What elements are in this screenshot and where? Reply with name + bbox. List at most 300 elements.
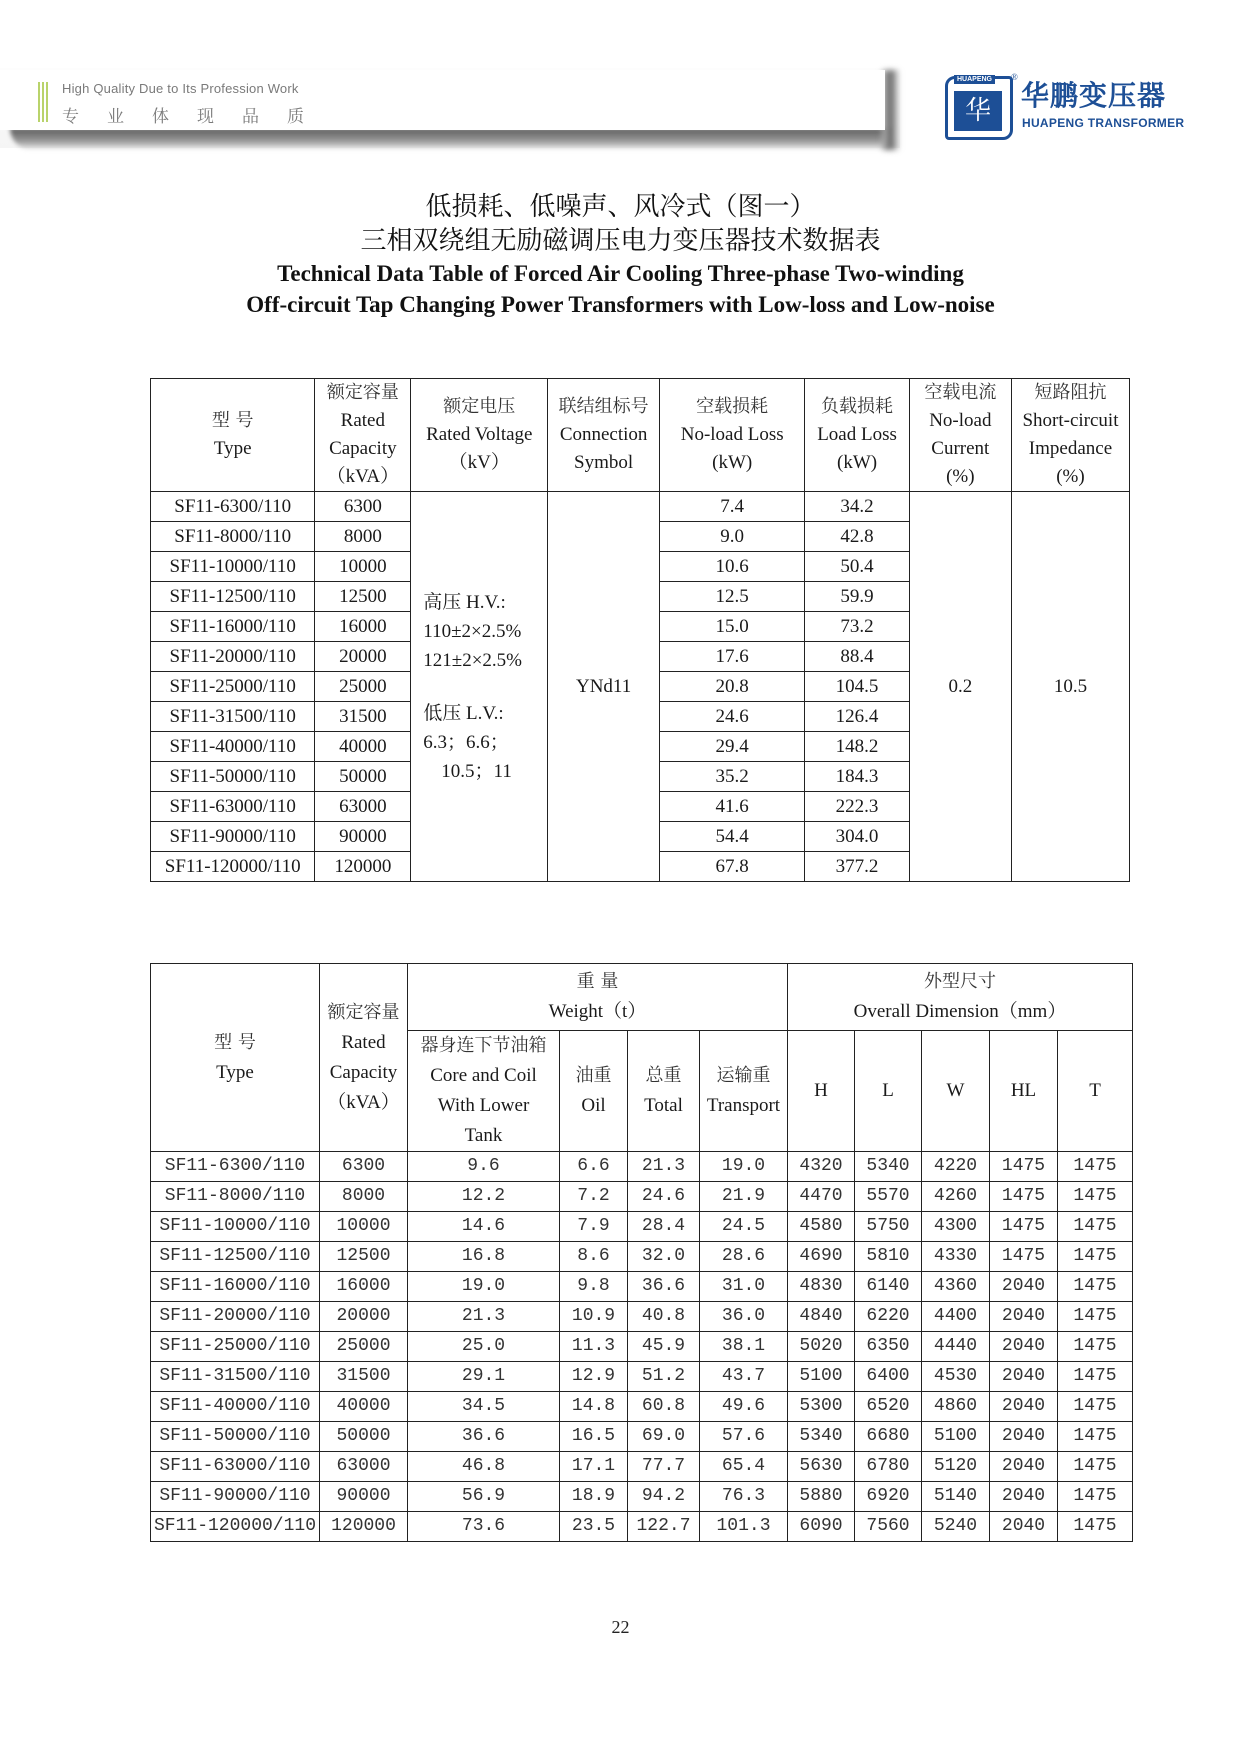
cell-t: 1475 [1058, 1482, 1133, 1512]
header-capacity-en1: Rated [341, 1031, 386, 1053]
accent-bars-icon [38, 82, 50, 122]
header-transport [700, 1031, 788, 1152]
header-oil [560, 1031, 628, 1152]
header-noload-loss-unit: (kW) [712, 452, 753, 473]
header-oil-en: Oil [581, 1095, 606, 1116]
cell-capacity: 10000 [320, 1212, 408, 1242]
cell-noload-loss: 41.6 [659, 792, 804, 822]
banner-shadow [10, 128, 890, 150]
cell-hl: 2040 [990, 1332, 1058, 1362]
cell-load-loss: 88.4 [805, 642, 909, 672]
cell-l: 6520 [855, 1392, 922, 1422]
cell-type: SF11-25000/110 [151, 1332, 320, 1362]
cell-capacity: 90000 [315, 822, 411, 852]
cell-w: 5140 [922, 1482, 990, 1512]
title-en-line-2: Off-circuit Tap Changing Power Transformers with Low-loss and Low-noise [246, 292, 995, 317]
logo-glyph: 华 [954, 91, 1002, 131]
header-connection-cn: 联结组标号 [558, 396, 649, 417]
header-noload-current-cn: 空载电流 [924, 382, 997, 403]
cell-noload-loss: 17.6 [659, 642, 804, 672]
cell-noload-loss: 10.6 [659, 552, 804, 582]
cell-total: 122.7 [628, 1512, 700, 1542]
header-noload-loss-cn: 空载损耗 [696, 396, 769, 417]
cell-oil: 17.1 [560, 1452, 628, 1482]
cell-t: 1475 [1058, 1422, 1133, 1452]
cell-h: 6090 [788, 1512, 855, 1542]
cell-capacity: 6300 [320, 1152, 408, 1182]
header-total-en: Total [644, 1095, 683, 1116]
table-row [151, 1302, 1133, 1332]
cell-hl: 2040 [990, 1302, 1058, 1332]
cell-load-loss: 377.2 [805, 852, 909, 882]
cell-type: SF11-16000/110 [151, 612, 315, 642]
cell-hl: 2040 [990, 1362, 1058, 1392]
header-capacity-cn: 额定容量 [327, 1001, 400, 1023]
cell-l: 6350 [855, 1332, 922, 1362]
company-name-chinese: 华鹏变压器 [1021, 79, 1167, 112]
cell-oil: 16.5 [560, 1422, 628, 1452]
cell-type: SF11-31500/110 [151, 1362, 320, 1392]
cell-total: 40.8 [628, 1302, 700, 1332]
cell-t: 1475 [1058, 1512, 1133, 1542]
header-voltage [411, 379, 548, 492]
cell-type: SF11-50000/110 [151, 1422, 320, 1452]
cell-l: 6680 [855, 1422, 922, 1452]
cell-h: 5630 [788, 1452, 855, 1482]
cell-core: 9.6 [408, 1152, 560, 1182]
technical-data-body [151, 492, 1130, 882]
cell-type: SF11-90000/110 [151, 1482, 320, 1512]
cell-t: 1475 [1058, 1302, 1133, 1332]
header-dim-t: T [1058, 1031, 1133, 1152]
table-row [151, 1272, 1133, 1302]
header-dimension-en: Overall Dimension（mm） [853, 1001, 1067, 1022]
cell-capacity: 120000 [320, 1512, 408, 1542]
cell-transport: 76.3 [700, 1482, 788, 1512]
cell-core: 73.6 [408, 1512, 560, 1542]
cell-oil: 10.9 [560, 1302, 628, 1332]
cell-load-loss: 104.5 [805, 672, 909, 702]
cell-capacity: 20000 [315, 642, 411, 672]
company-name-english: HUAPENG TRANSFORMER [1022, 116, 1185, 130]
cell-type: SF11-12500/110 [151, 582, 315, 612]
cell-w: 4360 [922, 1272, 990, 1302]
cell-hl: 1475 [990, 1182, 1058, 1212]
cell-total: 51.2 [628, 1362, 700, 1392]
header-type-en: Type [213, 438, 252, 459]
table-row [151, 1362, 1133, 1392]
cell-type: SF11-40000/110 [151, 1392, 320, 1422]
cell-transport: 19.0 [700, 1152, 788, 1182]
cell-type: SF11-10000/110 [151, 552, 315, 582]
cell-core: 46.8 [408, 1452, 560, 1482]
cell-l: 7560 [855, 1512, 922, 1542]
cell-type: SF11-63000/110 [151, 1452, 320, 1482]
company-logo [945, 72, 1205, 142]
header-dim-l: L [855, 1031, 922, 1152]
cell-h: 5100 [788, 1362, 855, 1392]
cell-type: SF11-20000/110 [151, 642, 315, 672]
cell-transport: 57.6 [700, 1422, 788, 1452]
cell-total: 28.4 [628, 1212, 700, 1242]
cell-t: 1475 [1058, 1272, 1133, 1302]
title-cn-line-2: 三相双绕组无励磁调压电力变压器技术数据表 [360, 226, 881, 256]
cell-t: 1475 [1058, 1452, 1133, 1482]
cell-w: 4330 [922, 1242, 990, 1272]
header-dim-h: H [788, 1031, 855, 1152]
cell-oil: 23.5 [560, 1512, 628, 1542]
title-en-line-1: Technical Data Table of Forced Air Cooling Three-phase Two-winding [277, 261, 964, 286]
cell-h: 5020 [788, 1332, 855, 1362]
cell-type: SF11-12500/110 [151, 1242, 320, 1272]
header-dimension [788, 964, 1133, 1031]
cell-h: 4690 [788, 1242, 855, 1272]
cell-load-loss: 222.3 [805, 792, 909, 822]
header-core-en3: Tank [464, 1125, 503, 1146]
cell-w: 4300 [922, 1212, 990, 1242]
cell-w: 4220 [922, 1152, 990, 1182]
cell-capacity: 8000 [315, 522, 411, 552]
header-voltage-unit: （kV） [448, 452, 510, 473]
cell-t: 1475 [1058, 1392, 1133, 1422]
cell-total: 94.2 [628, 1482, 700, 1512]
cell-noload-loss: 12.5 [659, 582, 804, 612]
header-load-loss-cn: 负载损耗 [821, 396, 894, 417]
cell-l: 5570 [855, 1182, 922, 1212]
cell-core: 56.9 [408, 1482, 560, 1512]
cell-capacity: 50000 [320, 1422, 408, 1452]
cell-w: 5120 [922, 1452, 990, 1482]
cell-total: 69.0 [628, 1422, 700, 1452]
cell-rated-voltage [411, 492, 548, 882]
technical-data-table [150, 378, 1130, 882]
cell-noload-loss: 67.8 [659, 852, 804, 882]
cell-type: SF11-120000/110 [151, 852, 315, 882]
cell-oil: 6.6 [560, 1152, 628, 1182]
cell-capacity: 40000 [320, 1392, 408, 1422]
cell-capacity: 31500 [320, 1362, 408, 1392]
cell-hl: 2040 [990, 1392, 1058, 1422]
header-type-en: Type [216, 1061, 254, 1083]
cell-load-loss: 126.4 [805, 702, 909, 732]
hv-value-2: 121±2×2.5% [423, 649, 523, 671]
cell-oil: 7.9 [560, 1212, 628, 1242]
cell-noload-loss: 15.0 [659, 612, 804, 642]
hv-label: 高压 H.V.: [423, 591, 506, 613]
cell-noload-current: 0.2 [909, 492, 1011, 882]
header-impedance-unit: (%) [1056, 466, 1085, 487]
cell-hl: 2040 [990, 1452, 1058, 1482]
cell-hl: 1475 [990, 1212, 1058, 1242]
cell-type: SF11-6300/110 [151, 492, 315, 522]
table-row [151, 1212, 1133, 1242]
header-load-loss [805, 379, 909, 492]
header-connection-en2: Symbol [574, 452, 634, 473]
cell-core: 25.0 [408, 1332, 560, 1362]
cell-h: 4840 [788, 1302, 855, 1332]
header-connection [548, 379, 660, 492]
header-impedance-en2: Impedance [1028, 438, 1113, 459]
cell-t: 1475 [1058, 1362, 1133, 1392]
cell-total: 77.7 [628, 1452, 700, 1482]
cell-hl: 2040 [990, 1482, 1058, 1512]
header-connection-en1: Connection [559, 424, 648, 445]
cell-type: SF11-10000/110 [151, 1212, 320, 1242]
hv-value-1: 110±2×2.5% [423, 620, 522, 642]
cell-transport: 43.7 [700, 1362, 788, 1392]
table-row [151, 1242, 1133, 1272]
cell-l: 5750 [855, 1212, 922, 1242]
cell-core: 21.3 [408, 1302, 560, 1332]
header-voltage-en: Rated Voltage [426, 424, 533, 445]
cell-w: 4260 [922, 1182, 990, 1212]
header-capacity-cn: 额定容量 [326, 382, 399, 403]
header-weight-en: Weight（t） [548, 1001, 647, 1022]
cell-total: 45.9 [628, 1332, 700, 1362]
cell-h: 4580 [788, 1212, 855, 1242]
cell-hl: 2040 [990, 1422, 1058, 1452]
cell-t: 1475 [1058, 1212, 1133, 1242]
header-noload-current-en1: No-load [929, 410, 992, 431]
cell-type: SF11-40000/110 [151, 732, 315, 762]
cell-type: SF11-16000/110 [151, 1272, 320, 1302]
cell-load-loss: 148.2 [805, 732, 909, 762]
cell-transport: 65.4 [700, 1452, 788, 1482]
header-core-en1: Core and Coil [430, 1065, 537, 1086]
header-oil-cn: 油重 [575, 1065, 612, 1086]
weight-dimension-table [150, 963, 1133, 1542]
cell-load-loss: 34.2 [805, 492, 909, 522]
document-title [0, 190, 1241, 320]
cell-load-loss: 73.2 [805, 612, 909, 642]
cell-capacity: 25000 [320, 1332, 408, 1362]
lv-value-1: 6.3；6.6； [423, 731, 509, 753]
cell-capacity: 63000 [320, 1452, 408, 1482]
cell-capacity: 16000 [315, 612, 411, 642]
cell-h: 4470 [788, 1182, 855, 1212]
cell-w: 5240 [922, 1512, 990, 1542]
cell-w: 4400 [922, 1302, 990, 1332]
cell-noload-loss: 35.2 [659, 762, 804, 792]
header-noload-loss-en: No-load Loss [680, 424, 784, 445]
cell-type: SF11-8000/110 [151, 1182, 320, 1212]
header-voltage-cn: 额定电压 [443, 396, 516, 417]
header-total [628, 1031, 700, 1152]
header-noload-current [909, 379, 1011, 492]
header-noload-current-unit: (%) [946, 466, 975, 487]
header-transport-en: Transport [706, 1095, 781, 1116]
header-capacity-en2: Capacity [329, 1061, 398, 1083]
cell-t: 1475 [1058, 1242, 1133, 1272]
header-impedance-cn: 短路阻抗 [1034, 382, 1107, 403]
cell-capacity: 31500 [315, 702, 411, 732]
cell-noload-loss: 54.4 [659, 822, 804, 852]
header-capacity-en1: Rated [340, 410, 385, 431]
cell-load-loss: 42.8 [805, 522, 909, 552]
cell-capacity: 40000 [315, 732, 411, 762]
header-dimension-cn: 外型尺寸 [924, 971, 996, 992]
table-row [151, 1452, 1133, 1482]
cell-w: 4440 [922, 1332, 990, 1362]
cell-core: 34.5 [408, 1392, 560, 1422]
lv-label: 低压 L.V.: [423, 702, 504, 724]
gap [423, 675, 547, 699]
slogan-chinese: 专业体现品质 [62, 107, 332, 127]
cell-l: 6780 [855, 1452, 922, 1482]
cell-total: 36.6 [628, 1272, 700, 1302]
cell-noload-loss: 9.0 [659, 522, 804, 552]
table-row [151, 492, 1130, 522]
cell-transport: 31.0 [700, 1272, 788, 1302]
cell-oil: 8.6 [560, 1242, 628, 1272]
header-load-loss-en: Load Loss [817, 424, 897, 445]
cell-oil: 7.2 [560, 1182, 628, 1212]
cell-transport: 28.6 [700, 1242, 788, 1272]
header-capacity-en2: Capacity [329, 438, 397, 459]
cell-core: 16.8 [408, 1242, 560, 1272]
weight-dimension-body [151, 1152, 1133, 1542]
cell-type: SF11-90000/110 [151, 822, 315, 852]
cell-connection-symbol: YNd11 [548, 492, 660, 882]
cell-type: SF11-120000/110 [151, 1512, 320, 1542]
cell-type: SF11-6300/110 [151, 1152, 320, 1182]
cell-total: 60.8 [628, 1392, 700, 1422]
cell-load-loss: 304.0 [805, 822, 909, 852]
header-type-cn: 型 号 [211, 410, 254, 431]
header-transport-cn: 运输重 [716, 1065, 771, 1086]
cell-transport: 101.3 [700, 1512, 788, 1542]
header-load-loss-unit: (kW) [837, 452, 878, 473]
header-core-en2: With Lower [437, 1095, 530, 1116]
cell-core: 12.2 [408, 1182, 560, 1212]
cell-total: 32.0 [628, 1242, 700, 1272]
header-weight [408, 964, 788, 1031]
cell-capacity: 120000 [315, 852, 411, 882]
cell-capacity: 63000 [315, 792, 411, 822]
cell-capacity: 16000 [320, 1272, 408, 1302]
cell-type: SF11-25000/110 [151, 672, 315, 702]
table-row [151, 1152, 1133, 1182]
cell-capacity: 12500 [315, 582, 411, 612]
logo-tag: HUAPENG [954, 75, 995, 84]
header-noload-loss [659, 379, 804, 492]
cell-capacity: 90000 [320, 1482, 408, 1512]
cell-capacity: 12500 [320, 1242, 408, 1272]
cell-w: 4530 [922, 1362, 990, 1392]
logo-mark-icon [945, 76, 1013, 140]
cell-noload-loss: 29.4 [659, 732, 804, 762]
cell-core: 19.0 [408, 1272, 560, 1302]
cell-oil: 9.8 [560, 1272, 628, 1302]
cell-load-loss: 50.4 [805, 552, 909, 582]
header-noload-current-en2: Current [931, 438, 990, 459]
header-capacity-unit: （kVA） [326, 466, 400, 487]
cell-hl: 1475 [990, 1242, 1058, 1272]
table-row [151, 1422, 1133, 1452]
cell-t: 1475 [1058, 1332, 1133, 1362]
header-capacity [315, 379, 411, 492]
cell-type: SF11-8000/110 [151, 522, 315, 552]
cell-hl: 2040 [990, 1512, 1058, 1542]
table-header-row [151, 964, 1133, 1031]
cell-transport: 36.0 [700, 1302, 788, 1332]
title-cn-line-1: 低损耗、低噪声、风冷式（图一） [425, 192, 816, 222]
cell-h: 5340 [788, 1422, 855, 1452]
cell-oil: 12.9 [560, 1362, 628, 1392]
cell-l: 5340 [855, 1152, 922, 1182]
cell-noload-loss: 24.6 [659, 702, 804, 732]
cell-load-loss: 184.3 [805, 762, 909, 792]
header-impedance [1011, 379, 1129, 492]
cell-capacity: 20000 [320, 1302, 408, 1332]
cell-l: 6920 [855, 1482, 922, 1512]
cell-type: SF11-63000/110 [151, 792, 315, 822]
cell-h: 5300 [788, 1392, 855, 1422]
cell-l: 6400 [855, 1362, 922, 1392]
cell-transport: 24.5 [700, 1212, 788, 1242]
cell-type: SF11-50000/110 [151, 762, 315, 792]
table-row [151, 1182, 1133, 1212]
cell-l: 6220 [855, 1302, 922, 1332]
cell-w: 4860 [922, 1392, 990, 1422]
header-weight-cn: 重 量 [576, 971, 619, 992]
cell-l: 6140 [855, 1272, 922, 1302]
table-row [151, 1482, 1133, 1512]
cell-noload-loss: 7.4 [659, 492, 804, 522]
cell-l: 5810 [855, 1242, 922, 1272]
cell-oil: 11.3 [560, 1332, 628, 1362]
table-header-row [151, 379, 1130, 492]
cell-hl: 1475 [990, 1152, 1058, 1182]
cell-total: 21.3 [628, 1152, 700, 1182]
cell-hl: 2040 [990, 1272, 1058, 1302]
cell-transport: 49.6 [700, 1392, 788, 1422]
cell-core: 14.6 [408, 1212, 560, 1242]
lv-value-2: 10.5；11 [441, 760, 512, 782]
cell-h: 4320 [788, 1152, 855, 1182]
cell-total: 24.6 [628, 1182, 700, 1212]
cell-h: 4830 [788, 1272, 855, 1302]
cell-w: 5100 [922, 1422, 990, 1452]
cell-t: 1475 [1058, 1182, 1133, 1212]
header-capacity [320, 964, 408, 1152]
cell-oil: 18.9 [560, 1482, 628, 1512]
table-row [151, 1512, 1133, 1542]
cell-type: SF11-20000/110 [151, 1302, 320, 1332]
cell-capacity: 6300 [315, 492, 411, 522]
table-row [151, 1392, 1133, 1422]
table-row [151, 1332, 1133, 1362]
header-capacity-unit: （kVA） [327, 1091, 400, 1113]
cell-noload-loss: 20.8 [659, 672, 804, 702]
cell-core: 29.1 [408, 1362, 560, 1392]
header-total-cn: 总重 [645, 1065, 682, 1086]
cell-capacity: 50000 [315, 762, 411, 792]
header-dim-hl: HL [990, 1031, 1058, 1152]
slogan-english: High Quality Due to Its Profession Work [62, 81, 299, 96]
cell-transport: 38.1 [700, 1332, 788, 1362]
header-impedance-en1: Short-circuit [1022, 410, 1119, 431]
page-number: 22 [611, 1617, 630, 1637]
cell-load-loss: 59.9 [805, 582, 909, 612]
cell-h: 5880 [788, 1482, 855, 1512]
header-type-cn: 型 号 [214, 1031, 256, 1053]
cell-capacity: 25000 [315, 672, 411, 702]
header-dim-w: W [922, 1031, 990, 1152]
cell-t: 1475 [1058, 1152, 1133, 1182]
cell-capacity: 10000 [315, 552, 411, 582]
header-type [151, 964, 320, 1152]
